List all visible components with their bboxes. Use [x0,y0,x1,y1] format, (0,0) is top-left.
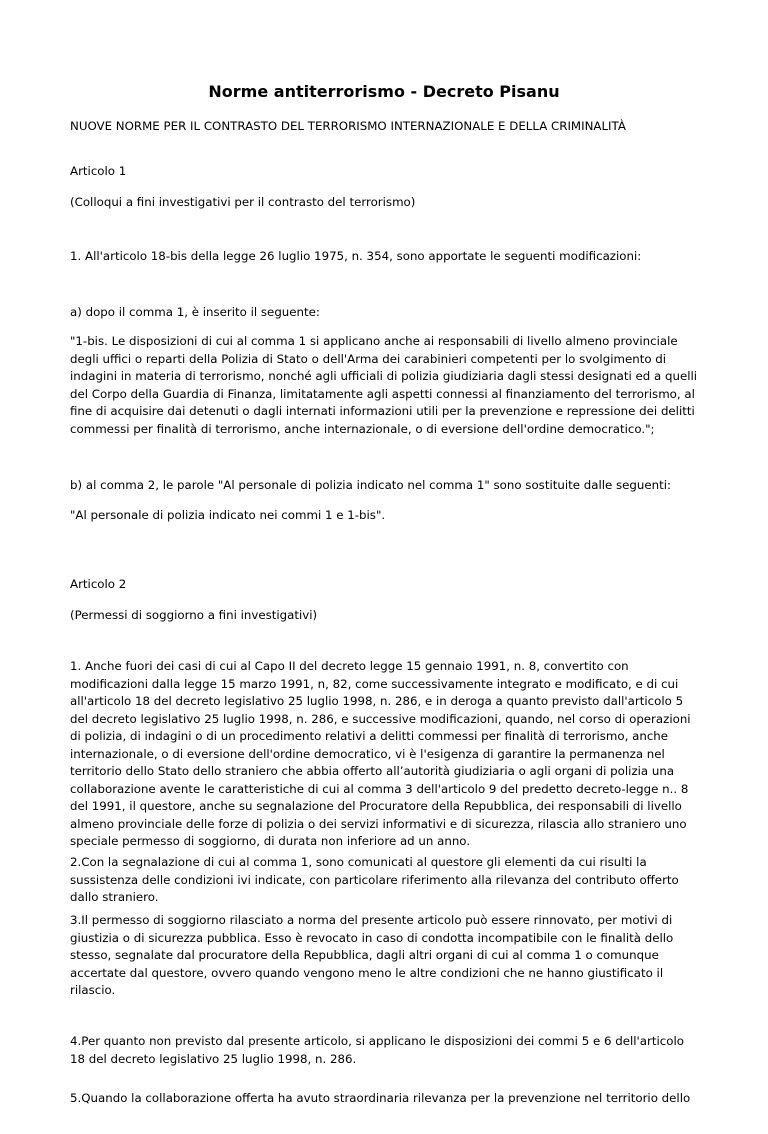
article-1-item-b-quote: "Al personale di polizia indicato nei commi 1 e 1-bis". [70,508,386,522]
article-2-paragraph-2 [70,854,700,907]
document-heading: NUOVE NORME PER IL CONTRASTO DEL TERRORISMO INTERNAZIONALE E DELLA CRIMINALITÀ [70,119,626,133]
text-line: 4.Per quanto non previsto dal presente articolo, si applicano le disposizioni dei commi 5 e 6 dell'articolo [70,1034,684,1048]
text-line: internazionale, o di eversione dell'ordine democratico, vi è l'esigenza di garantire la permanenza nel [70,746,665,761]
text-line: del decreto legislativo 25 luglio 1998, n. 286, e successive modificazioni, quando, nel corso di operazioni [70,711,691,726]
text-line: modificazioni dalla legge 15 marzo 1991, n, 82, come successivamente integrato e modificato, e di cui [70,676,679,691]
document-title: Norme antiterrorismo - Decreto Pisanu [208,82,560,101]
document-page [0,82,768,1134]
text-line: del 1991, il questore, anche su segnalazione del Procuratore della Repubblica, dei responsabili di livello [70,799,682,813]
text-line: 1. Anche fuori dei casi di cui al Capo II del decreto legge 15 gennaio 1991, n. 8, convertito con [70,659,629,673]
text-line: del Corpo della Guardia di Finanza, limitatamente agli aspetti connessi al finanziamento del terrorismo, al [70,386,695,401]
text-line: sussistenza delle condizioni ivi indicate, con particolare riferimento alla rilevanza del contributo offerto [70,872,679,887]
article-1-item-b: b) al comma 2, le parole "Al personale di polizia indicato nel comma 1" sono sostituite dalle seguenti: [70,478,671,492]
text-line: indagini in materia di terrorismo, nonché agli ufficiali di polizia giudiziaria dagli stessi designati ed a quelli [70,369,698,383]
text-line: territorio dello Stato dello straniero che abbia offerto all’autorità giudiziaria o agli organi di polizia una [70,764,675,778]
text-line: 18 del decreto legislativo 25 luglio 1998, n. 286. [70,1051,357,1066]
article-1-quote [70,333,700,438]
article-2-subtitle: (Permessi di soggiorno a fini investigativi) [70,608,318,622]
article-1-label: Articolo 1 [70,164,127,178]
text-line: stesso, segnalate dal procuratore della Repubblica, dagli altri organi di cui al comma 1 o comunque [70,948,659,962]
article-1-item-a: a) dopo il comma 1, è inserito il seguente: [70,305,320,319]
text-line: speciale permesso di soggiorno, di durata non inferiore ad un anno. [70,834,471,848]
text-line: giustizia o di sicurezza pubblica. Esso è revocato in caso di condotta incompatibile con le finalità dello [70,930,674,945]
text-line: commessi per finalità di terrorismo, anche internazionale, o di eversione dell'ordine democratico."; [70,421,655,436]
article-2-paragraph-5 [70,1090,700,1108]
text-line: 3.Il permesso di soggiorno rilasciato a norma del presente articolo può essere rinnovato, per motivi di [70,913,673,927]
article-2-paragraph-4 [70,1033,700,1068]
text-line: collaborazione avente le caratteristiche di cui al comma 3 dell'articolo 9 del predetto decreto-legge n.. 8 [70,781,689,796]
text-line: 5.Quando la collaborazione offerta ha avuto straordinaria rilevanza per la prevenzione nel territorio dello [70,1091,691,1105]
article-2-paragraph-3 [70,912,700,1000]
text-line: dallo straniero. [70,890,159,904]
text-line: all'articolo 18 del decreto legislativo 25 luglio 1998, n. 286, e in deroga a quanto previsto dall'articolo 5 [70,694,684,708]
text-line: almeno provinciale delle forze di polizia o dei servizi informativi e di sicurezza, rilascia allo straniero uno [70,816,687,831]
text-line: fine di acquisire dai detenuti o dagli internati informazioni utili per la prevenzione e repressione dei delitti [70,404,695,418]
article-1-subtitle: (Colloqui a fini investigativi per il contrasto del terrorismo) [70,195,416,209]
article-2-paragraph-1 [70,658,700,851]
text-line: rilascio. [70,983,116,997]
text-line: "1-bis. Le disposizioni di cui al comma 1 si applicano anche ai responsabili di livello almeno provinciale [70,334,678,348]
article-2-label: Articolo 2 [70,577,127,591]
text-line: accertate dal questore, ovvero quando vengono meno le altre condizioni che ne hanno giustificato il [70,965,664,980]
article-1-paragraph-1: 1. All'articolo 18-bis della legge 26 luglio 1975, n. 354, sono apportate le seguenti modificazioni: [70,249,642,263]
text-line: di polizia, di indagini o di un procedimento relativi a delitti commessi per finalità di terrorismo, anche [70,729,669,743]
text-line: 2.Con la segnalazione di cui al comma 1, sono comunicati al questore gli elementi da cui risulti la [70,855,647,869]
text-line: degli uffici o reparti della Polizia di Stato o dell'Arma dei carabinieri competenti per lo svolgimento di [70,351,667,366]
